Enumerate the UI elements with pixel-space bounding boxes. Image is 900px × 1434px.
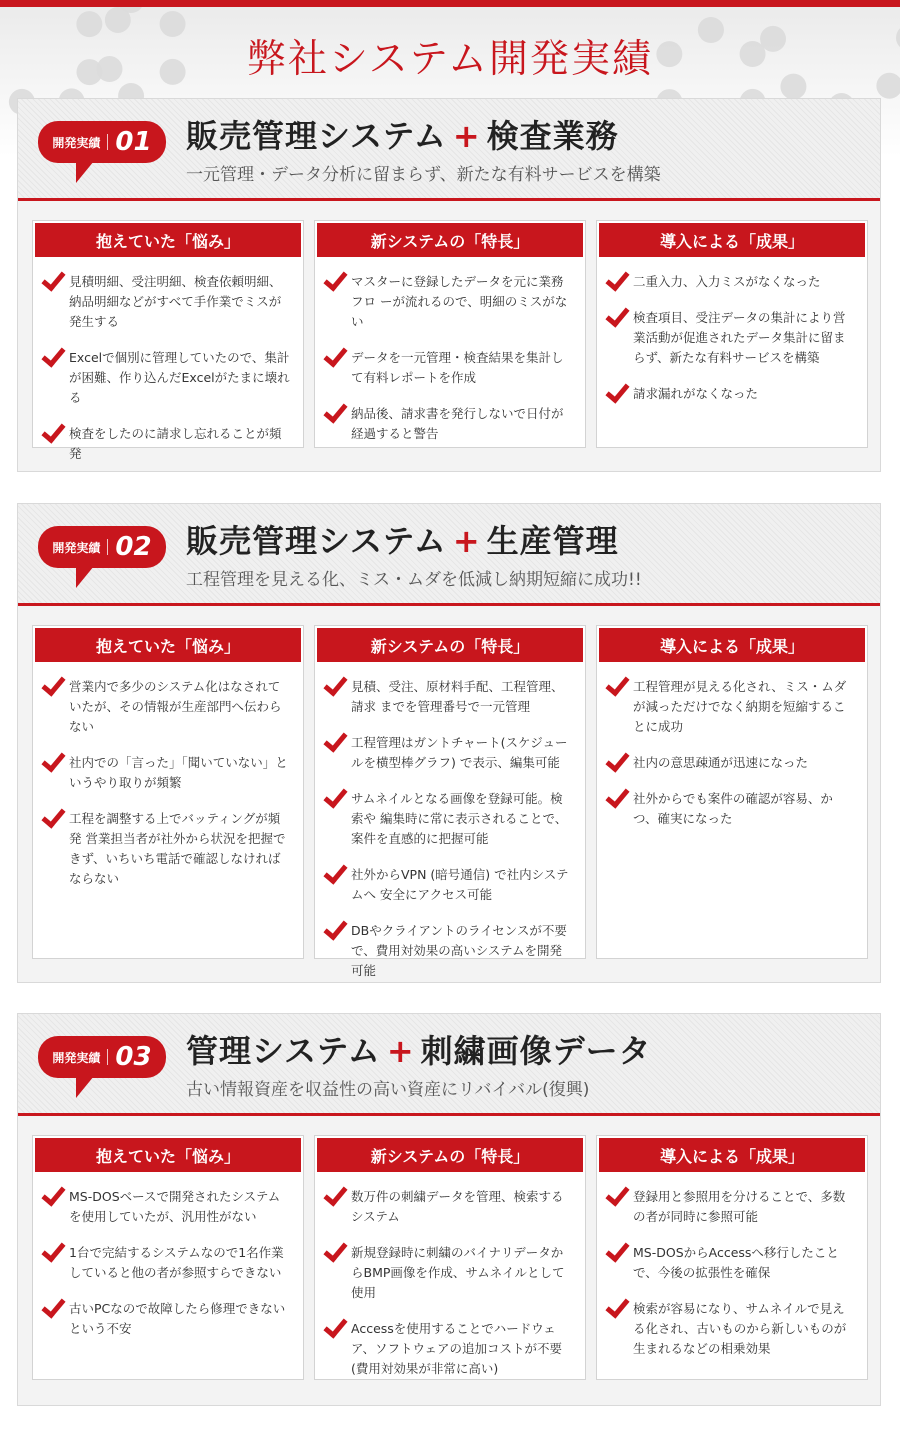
- list-item: [329, 732, 573, 772]
- item-text: 社内での「言った」「聞いていない」というやり取りが頻繁: [69, 755, 288, 790]
- check-icon: [605, 378, 629, 403]
- column-heading: 抱えていた「悩み」: [35, 1138, 301, 1172]
- item-text: 工程管理はガントチャート(スケジュールを横型棒グラフ) で表示、編集可能: [351, 735, 568, 770]
- item-text: MS-DOSからAccessへ移行したことで、今後の拡張性を確保: [633, 1245, 839, 1280]
- list-item: [329, 403, 573, 443]
- column-heading: 導入による「成果」: [599, 628, 865, 662]
- check-icon: [323, 266, 347, 291]
- section-subtitle: 一元管理・データ分析に留まらず、新たな有料サービスを構築: [186, 165, 661, 185]
- features-column: [314, 1135, 586, 1380]
- section-header: [18, 1014, 880, 1116]
- list-item: [611, 676, 855, 736]
- list-item: [611, 271, 855, 291]
- list-item: [329, 1242, 573, 1302]
- item-text: 検査をしたのに請求し忘れることが頻発: [69, 426, 282, 461]
- project-section-03: [17, 1013, 881, 1406]
- title-left: 販売管理システム: [186, 117, 447, 155]
- item-text: DBやクライアントのライセンスが不要で、費用対効果の高いシステムを開発可能: [351, 923, 567, 978]
- item-text: Accessを使用することでハードウェア、ソフトウェアの追加コストが不要 (費用対効果が非常に高い): [351, 1321, 563, 1376]
- list-item: [611, 1298, 855, 1358]
- list-item: [611, 752, 855, 772]
- features-column: [314, 625, 586, 978]
- title-right: 刺繍画像データ: [420, 1032, 652, 1070]
- check-icon: [323, 727, 347, 752]
- item-list: [315, 1174, 585, 1400]
- item-text: マスターに登録したデータを元に業務フロ ーが流れるので、明細のミスがない: [351, 274, 568, 329]
- list-item: [47, 752, 291, 792]
- check-icon: [323, 671, 347, 696]
- list-item: [329, 1186, 573, 1226]
- badge-label: 開発実績: [52, 135, 101, 150]
- column-heading: 新システムの「特長」: [317, 223, 583, 257]
- item-text: 社内の意思疎通が迅速になった: [633, 755, 809, 770]
- list-item: [47, 1298, 291, 1338]
- plus-icon: +: [386, 1032, 415, 1070]
- section-subtitle: 工程管理を見える化、ミス・ムダを低減し納期短縮に成功!!: [186, 570, 642, 590]
- list-item: [47, 808, 291, 888]
- item-list: [33, 664, 303, 910]
- list-item: [329, 1318, 573, 1378]
- check-icon: [323, 859, 347, 884]
- check-icon: [605, 747, 629, 772]
- item-text: 新規登録時に刺繍のバイナリデータからBMP画像を作成、サムネイルとして使用: [351, 1245, 565, 1300]
- item-list: [315, 259, 585, 465]
- problems-column: [32, 1135, 304, 1380]
- title-left: 管理システム: [186, 1032, 381, 1070]
- list-item: [47, 423, 291, 463]
- check-icon: [605, 302, 629, 327]
- item-text: 検査項目、受注データの集計により営業活動が促進されたデータ集計に留まらず、新たな有料サービスを構築: [633, 310, 846, 365]
- project-section-01: [17, 98, 881, 472]
- badge-divider: [107, 1049, 108, 1065]
- badge-divider: [107, 539, 108, 555]
- title-left: 販売管理システム: [186, 522, 447, 560]
- results-column: [596, 625, 868, 959]
- item-text: 工程を調整する上でバッティングが頻発 営業担当者が社外から状況を把握できず、いちいち電話で確認しなければならない: [69, 811, 286, 886]
- item-text: 社外からでも案件の確認が容易、かつ、確実になった: [633, 791, 833, 826]
- features-column: [314, 220, 586, 448]
- item-text: 見積、受注、原材料手配、工程管理、請求 までを管理番号で一元管理: [351, 679, 564, 714]
- list-item: [611, 1186, 855, 1226]
- item-text: 1台で完結するシステムなので1名作業していると他の者が参照すらできない: [69, 1245, 284, 1280]
- results-column: [596, 220, 868, 448]
- plus-icon: +: [452, 117, 481, 155]
- list-item: [329, 864, 573, 904]
- item-text: 納品後、請求書を発行しないで日付が経過すると警告: [351, 406, 564, 441]
- problems-column: [32, 625, 304, 959]
- check-icon: [41, 418, 65, 443]
- list-item: [47, 1242, 291, 1282]
- item-text: 見積明細、受注明細、検査依頼明細、納品明細などがすべて手作業でミスが発生する: [69, 274, 282, 329]
- project-badge: [38, 121, 166, 163]
- item-text: 古いPCなので故障したら修理できないという不安: [69, 1301, 286, 1336]
- section-title: [186, 516, 619, 562]
- badge-number: 03: [115, 1042, 152, 1072]
- section-title: [186, 111, 619, 157]
- check-icon: [605, 1237, 629, 1262]
- section-header: [18, 504, 880, 606]
- top-accent-bar: [0, 0, 900, 7]
- results-column: [596, 1135, 868, 1380]
- list-item: [47, 271, 291, 331]
- badge-divider: [107, 134, 108, 150]
- list-item: [329, 920, 573, 980]
- list-item: [329, 676, 573, 716]
- column-heading: 新システムの「特長」: [317, 628, 583, 662]
- item-text: 工程管理が見える化され、ミス・ムダが減っただけでなく納期を短縮することに成功: [633, 679, 847, 734]
- check-icon: [605, 266, 629, 291]
- list-item: [329, 271, 573, 331]
- check-icon: [605, 783, 629, 808]
- plus-icon: +: [452, 522, 481, 560]
- check-icon: [41, 1293, 65, 1318]
- item-text: 検索が容易になり、サムネイルで見える化され、古いものから新しいものが生まれるなどの相乗効果: [633, 1301, 847, 1356]
- title-right: 検査業務: [486, 117, 619, 155]
- title-right: 生産管理: [486, 522, 619, 560]
- badge-label: 開発実績: [52, 1050, 101, 1065]
- list-item: [47, 1186, 291, 1226]
- section-header: [18, 99, 880, 201]
- item-text: 二重入力、入力ミスがなくなった: [633, 274, 821, 289]
- list-item: [611, 383, 855, 403]
- check-icon: [323, 915, 347, 940]
- section-title: [186, 1026, 652, 1072]
- item-list: [597, 259, 867, 425]
- check-icon: [323, 1181, 347, 1206]
- item-list: [33, 1174, 303, 1360]
- project-section-02: [17, 503, 881, 983]
- item-list: [597, 1174, 867, 1380]
- column-heading: 導入による「成果」: [599, 223, 865, 257]
- item-text: MS-DOSベースで開発されたシステムを使用していたが、汎用性がない: [69, 1189, 281, 1224]
- check-icon: [41, 342, 65, 367]
- column-heading: 新システムの「特長」: [317, 1138, 583, 1172]
- check-icon: [605, 671, 629, 696]
- check-icon: [323, 342, 347, 367]
- check-icon: [41, 803, 65, 828]
- check-icon: [41, 747, 65, 772]
- item-text: 数万件の刺繍データを管理、検索するシステム: [351, 1189, 564, 1224]
- check-icon: [323, 783, 347, 808]
- project-badge: [38, 526, 166, 568]
- item-list: [33, 259, 303, 485]
- badge-number: 01: [115, 127, 152, 157]
- section-subtitle: 古い情報資産を収益性の高い資産にリバイバル(復興): [186, 1080, 590, 1100]
- check-icon: [323, 1313, 347, 1338]
- item-list: [597, 664, 867, 850]
- check-icon: [41, 671, 65, 696]
- column-heading: 導入による「成果」: [599, 1138, 865, 1172]
- list-item: [611, 788, 855, 828]
- project-badge: [38, 1036, 166, 1078]
- list-item: [47, 676, 291, 736]
- problems-column: [32, 220, 304, 461]
- check-icon: [41, 266, 65, 291]
- column-heading: 抱えていた「悩み」: [35, 223, 301, 257]
- item-text: 請求漏れがなくなった: [633, 386, 759, 401]
- check-icon: [605, 1293, 629, 1318]
- list-item: [329, 347, 573, 387]
- list-item: [611, 1242, 855, 1282]
- list-item: [329, 788, 573, 848]
- column-heading: 抱えていた「悩み」: [35, 628, 301, 662]
- check-icon: [41, 1237, 65, 1262]
- check-icon: [323, 1237, 347, 1262]
- list-item: [611, 307, 855, 367]
- check-icon: [605, 1181, 629, 1206]
- item-text: 登録用と参照用を分けることで、多数の者が同時に参照可能: [633, 1189, 846, 1224]
- check-icon: [41, 1181, 65, 1206]
- item-text: データを一元管理・検査結果を集計して有料レポートを作成: [351, 350, 564, 385]
- item-text: サムネイルとなる画像を登録可能。検索や 編集時に常に表示されることで、案件を直感的に把握可能: [351, 791, 568, 846]
- list-item: [47, 347, 291, 407]
- item-text: 営業内で多少のシステム化はなされていたが、その情報が生産部門へ伝わらない: [69, 679, 282, 734]
- item-list: [315, 664, 585, 1002]
- page-title: 弊社システム開発実績: [246, 37, 654, 82]
- item-text: 社外からVPN (暗号通信) で社内システムへ 安全にアクセス可能: [351, 867, 569, 902]
- badge-number: 02: [115, 532, 152, 562]
- item-text: Excelで個別に管理していたので、集計が困難、作り込んだExcelがたまに壊れる: [69, 350, 290, 405]
- badge-label: 開発実績: [52, 540, 101, 555]
- check-icon: [323, 398, 347, 423]
